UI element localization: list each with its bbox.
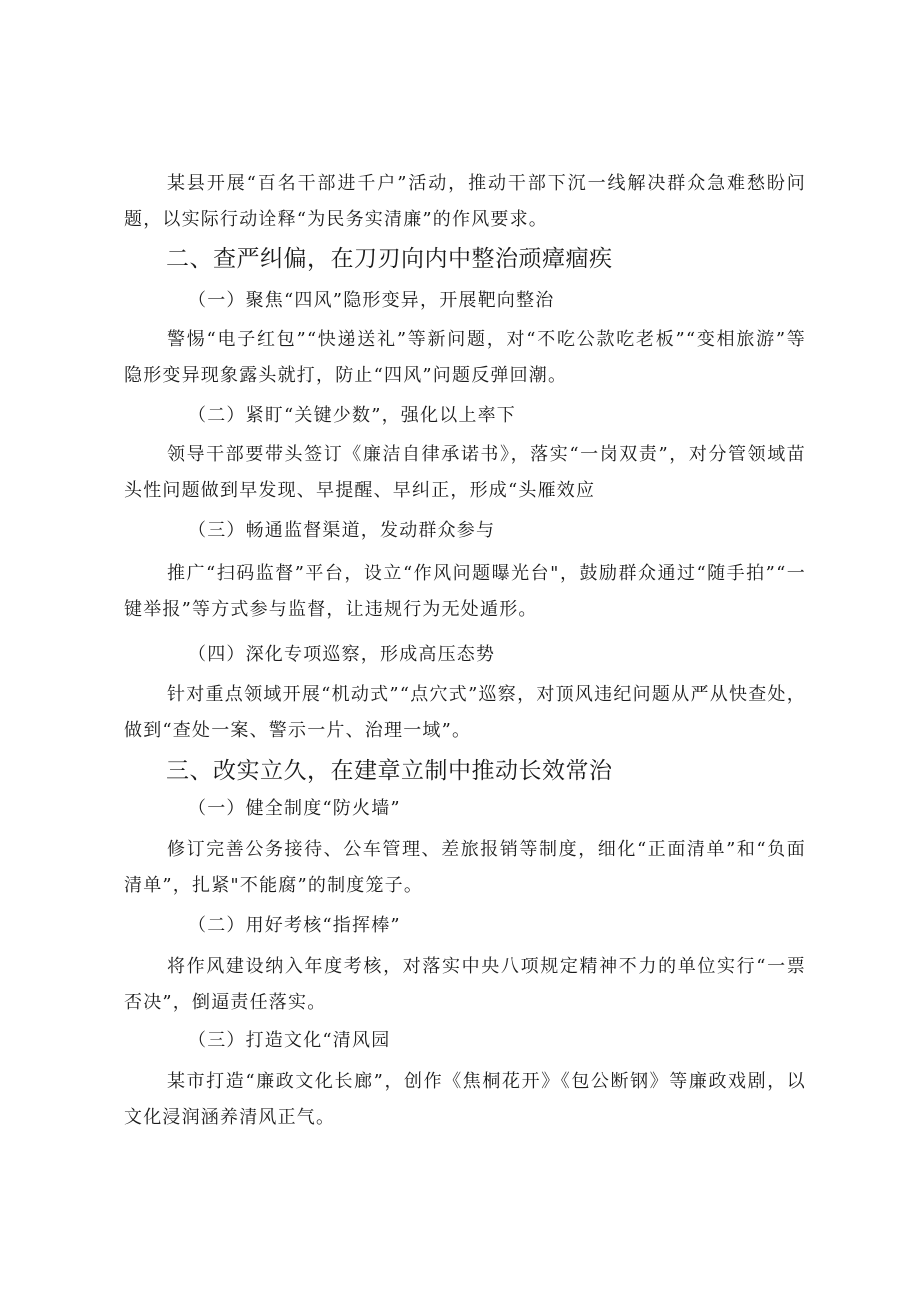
section-2-heading: 二、查严纠偏，在刀刃向内中整治顽瘴痼疾 [166, 246, 613, 272]
section-2-subheading-1: （一）聚焦“四风”隐形变异，开展靶向整治 [188, 290, 555, 311]
section-2-subheading-4: （四）深化专项巡察，形成高压态势 [188, 644, 496, 665]
section-2-paragraph-1: 警惕“电子红包”“快递送礼”等新问题，对“不吃公款吃老板”“变相旅游”等隐形变异现象露头就打，防止“四风”问题反弹回潮。 [124, 329, 806, 386]
section-3-paragraph-1: 修订完善公务接待、公车管理、差旅报销等制度，细化“正面清单”和“负面清单”，扎紧"不能腐”的制度笼子。 [124, 839, 806, 896]
section-2-subheading-2: （二）紧盯“关键少数”，强化以上率下 [188, 405, 517, 426]
section-2-paragraph-4: 针对重点领域开展“机动式”“点穴式”巡察，对顶风违纪问题从严从快查处，做到“查处一案、警示一片、治理一域”。 [124, 684, 806, 741]
section-3-subheading-2: （二）用好考核“指挥棒” [188, 915, 401, 936]
intro-paragraph: 某县开展“百名干部进千户”活动，推动干部下沉一线解决群众急难愁盼问题，以实际行动诠释“为民务实清廉”的作风要求。 [124, 173, 806, 230]
section-2-paragraph-2: 领导干部要带头签订《廉洁自律承诺书》，落实“一岗双责”，对分管领域苗头性问题做到早发现、早提醒、早纠正，形成“头雁效应 [124, 444, 806, 501]
section-2-subheading-3: （三）畅通监督渠道，发动群众参与 [188, 520, 496, 541]
section-3-subheading-1: （一）健全制度“防火墙” [188, 798, 401, 819]
section-3-subheading-3: （三）打造文化“清风园 [188, 1030, 391, 1051]
section-3-paragraph-2: 将作风建设纳入年度考核，对落实中央八项规定精神不力的单位实行“一票否决”，倒逼责任落实。 [124, 956, 806, 1013]
section-2-paragraph-3: 推广“扫码监督”平台，设立“作风问题曝光台"，鼓励群众通过“随手拍”“一键举报”等方式参与监督，让违规行为无处遁形。 [124, 563, 806, 620]
section-3-paragraph-3: 某市打造“廉政文化长廊”，创作《焦桐花开》《包公断钢》等廉政戏剧，以文化浸润涵养清风正气。 [124, 1071, 806, 1128]
section-3-heading: 三、改实立久，在建章立制中推动长效常治 [166, 758, 613, 784]
